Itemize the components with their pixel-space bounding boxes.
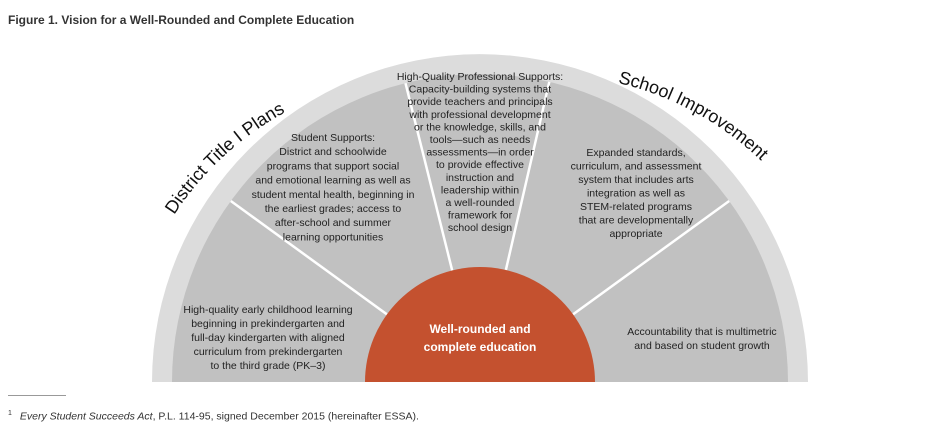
segment-line: curriculum from prekindergarten [193, 346, 343, 358]
segment-line: tools—such as needs [429, 134, 531, 146]
segment-line: curriculum, and assessment [570, 160, 702, 173]
segment-line: High-quality early childhood learning [183, 304, 353, 316]
segment-line: assessments—in order [426, 146, 534, 159]
footnote-act-title: Every Student Succeeds Act [19, 410, 153, 423]
segment-line: student mental health, beginning in [251, 188, 415, 201]
segment-line: Accountability that is multimetric [627, 326, 777, 338]
footnote-marker: 1 [8, 410, 12, 417]
footnote-rule [8, 395, 66, 396]
segment-line: High-Quality Professional Supports: [396, 71, 564, 83]
arc-label-left-text: District Title I Plans [160, 98, 288, 218]
segment-line: Expanded standards, [586, 147, 686, 159]
segment-line: framework for [447, 209, 513, 222]
segment-line: and based on student growth [634, 340, 770, 352]
footnote-text: , P.L. 114-95, signed December 2015 (hereinafter ESSA). [152, 410, 419, 423]
segment-line: Capacity-building systems that [408, 83, 552, 96]
segment-line: to provide effective [436, 159, 524, 172]
segment-line: STEM-related programs [579, 201, 693, 213]
segment-line: full-day kindergarten with aligned [191, 332, 345, 344]
segment-standards [571, 147, 702, 240]
segment-line: to the third grade (PK–3) [210, 360, 326, 372]
center-label-line-1: Well-rounded and [429, 322, 531, 336]
segment-line: District and schoolwide [279, 146, 387, 159]
segment-line: or the knowledge, skills, and [414, 121, 546, 134]
segment-line: Student Supports: [290, 132, 376, 144]
arc-label-right-text: School Improvement [616, 67, 773, 164]
segment-line: after-school and summer [274, 217, 392, 230]
footnote [8, 410, 419, 423]
segment-line: school design [447, 222, 513, 235]
center-label-line-2: complete education [423, 340, 537, 354]
segment-line: integration as well as [586, 187, 686, 200]
segment-line: with professional development [409, 108, 551, 121]
segment-line: instruction and [445, 171, 515, 184]
segment-line: a well-rounded [445, 197, 515, 209]
segment-line: provide teachers and principals [407, 96, 553, 109]
segment-line: appropriate [609, 228, 663, 240]
segment-line: learning opportunities [282, 231, 384, 244]
segment-line: the earliest grades; access to [264, 203, 402, 215]
figure-title: Figure 1. Vision for a Well-Rounded and Complete Education [8, 13, 355, 27]
segment-line: leadership within [440, 184, 520, 197]
segment-line: that are developmentally [578, 214, 694, 227]
segment-line: and emotional learning as well as [255, 174, 411, 187]
segment-line: beginning in prekindergarten and [191, 318, 345, 330]
segment-line: system that includes arts [578, 174, 694, 186]
segment-line: programs that support social [266, 160, 400, 173]
